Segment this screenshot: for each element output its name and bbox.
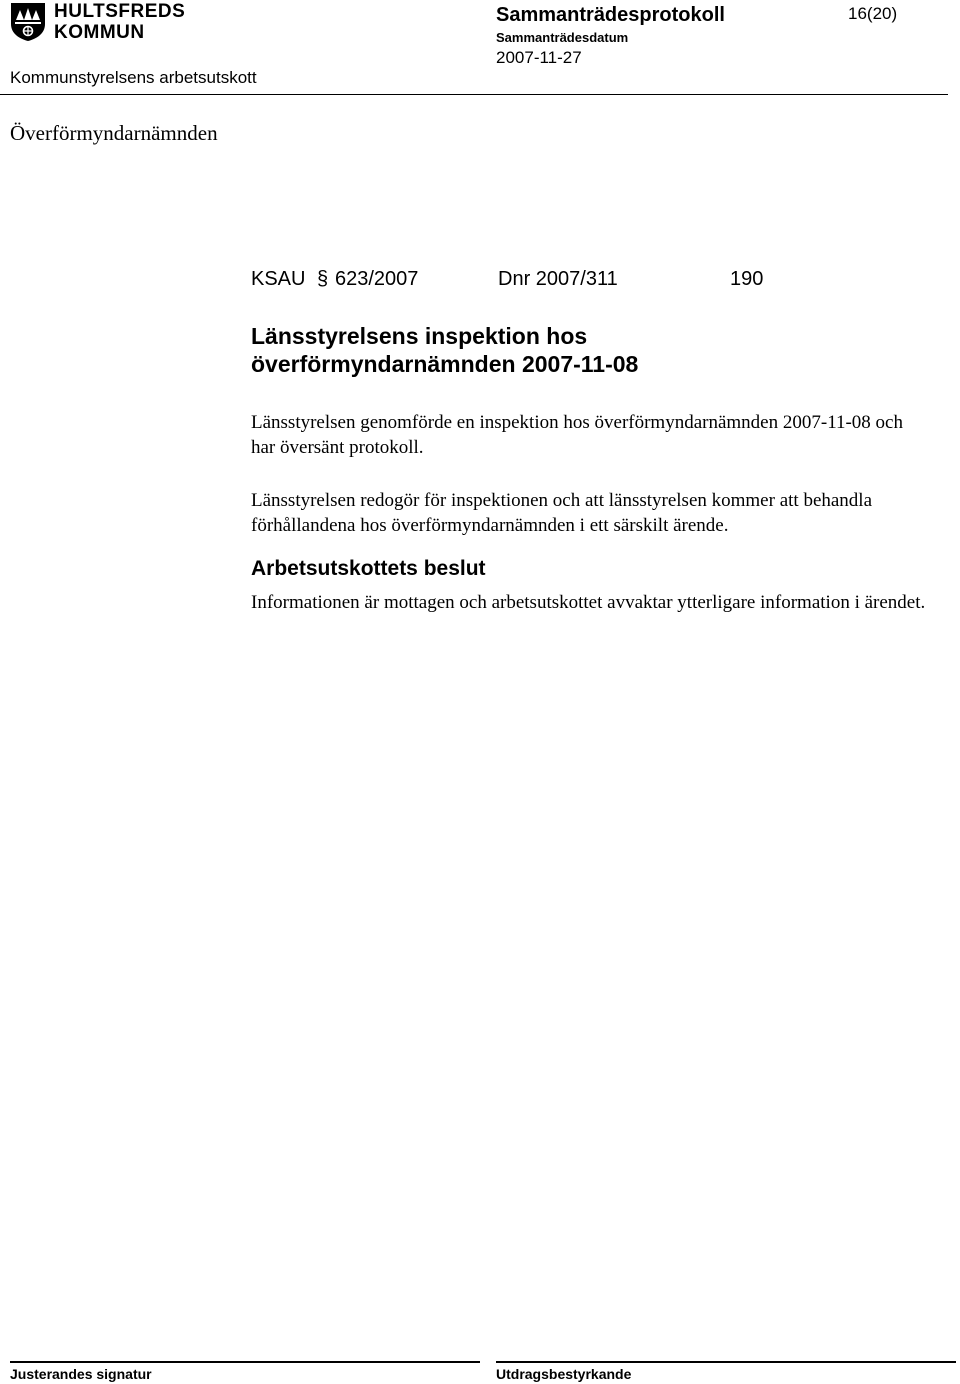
coat-of-arms-icon [10, 2, 46, 42]
header-divider [0, 94, 948, 95]
case-id: 623/2007 [335, 268, 419, 290]
meeting-date-label: Sammanträdesdatum [496, 30, 629, 45]
signature-label: Justerandes signatur [10, 1366, 152, 1382]
page-number: 16(20) [848, 4, 898, 23]
paragraph-sign: § [317, 268, 329, 290]
body-paragraph: Länsstyrelsen redogör för inspektionen och att länsstyrelsen kommer att behandla förhållandena hos överförmyndarnämnden i ett särskilt ärende. [251, 490, 873, 536]
logo-line-1: HULTSFREDS [54, 1, 186, 22]
section-title: Överförmyndarnämnden [10, 121, 218, 145]
decision-heading: Arbetsutskottets beslut [251, 557, 486, 580]
committee-name: Kommunstyrelsens arbetsutskott [10, 68, 257, 87]
diarienummer: Dnr 2007/311 [498, 268, 618, 290]
decision-text: Informationen är mottagen och arbetsutskottet avvaktar ytterligare information i ärendet. [251, 592, 926, 613]
meeting-date: 2007-11-27 [496, 48, 582, 67]
body-paragraph: Länsstyrelsen genomförde en inspektion hos överförmyndarnämnden 2007-11-08 och har översänt protokoll. [251, 412, 903, 458]
case-code: 190 [730, 268, 764, 290]
case-prefix: KSAU [251, 268, 306, 290]
logo-line-2: KOMMUN [54, 22, 145, 43]
document-title: Sammanträdesprotokoll [496, 4, 725, 26]
signature-line [10, 1361, 480, 1363]
municipality-logo [10, 2, 185, 44]
certification-label: Utdragsbestyrkande [496, 1366, 632, 1382]
item-title: Länsstyrelsens inspektion hos överförmyndarnämnden 2007-11-08 [251, 323, 639, 377]
certification-line [496, 1361, 956, 1363]
